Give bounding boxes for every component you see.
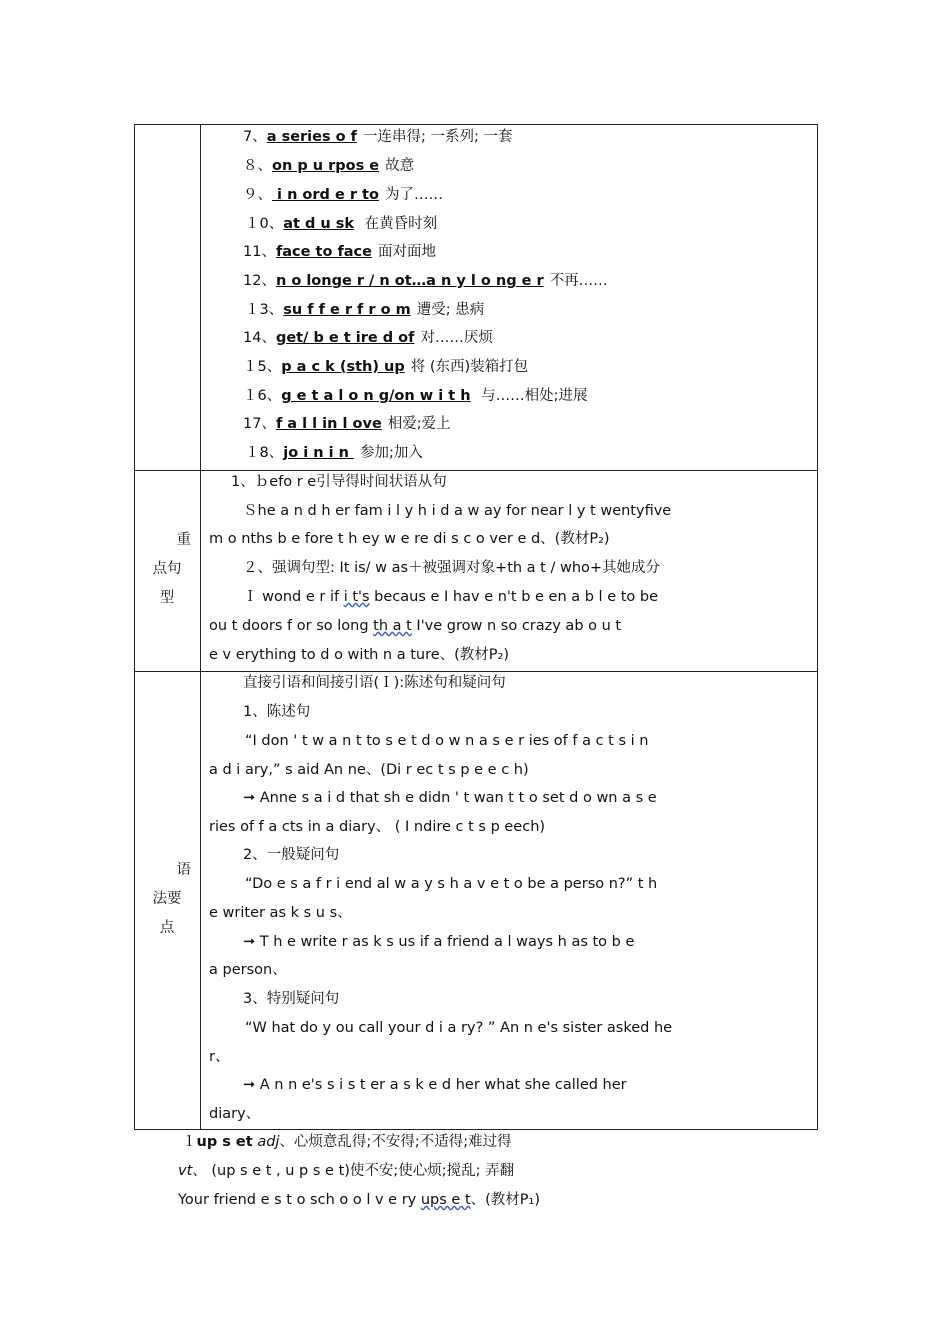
vocabulary-table	[134, 124, 818, 1130]
phrase-item: ９、 i n ord e r to 为了……	[243, 187, 443, 203]
row-divider	[135, 470, 817, 471]
example-sentence: m o nths b e fore t h ey w e re di s c o ver e d、(教材P₂)	[209, 531, 610, 547]
phrase-item: １3、su f f e r f r o m 遭受; 患病	[245, 302, 485, 318]
sentence-pattern-title: ２、强调句型: It is/ w as＋被强调对象+th a t / who+其她成分	[243, 560, 661, 576]
grammar-label: 语 法要 点	[152, 862, 191, 936]
phrase-item: 11、face to face 面对面地	[243, 244, 436, 260]
phrase-item: 17、f a l l in l ove 相爱;爱上	[243, 416, 451, 432]
example-sentence: a d i ary,” s aid An ne、(Di r ec t s p e e c h)	[209, 762, 529, 778]
vocab-entry-upset-verb: vt、 (up s e t , u p s e t)使不安;使心烦;搅乱; 弄翻	[178, 1163, 515, 1179]
example-sentence: diary、	[209, 1106, 261, 1122]
phrase-item: ８、on p u rpos e 故意	[243, 158, 415, 174]
phrase-item: 14、get/ b e t ire d of 对……厌烦	[243, 330, 493, 346]
example-sentence: r、	[209, 1049, 230, 1065]
sentence-pattern-title: 1、ｂefo r e引导得时间状语从句	[231, 474, 447, 490]
phrase-item: 7、a series o f 一连串得; 一系列; 一套	[243, 129, 513, 145]
row-divider	[135, 671, 817, 672]
vocab-entry-upset: １up s et adj、心烦意乱得;不安得;不适得;难过得	[182, 1134, 512, 1150]
example-sentence: e writer as k s u s、	[209, 905, 352, 921]
example-sentence: “Do e s a f r i end al w a y s h a v e t o be a perso n?” t h	[245, 876, 658, 892]
phrase-item: １5、p a c k (sth) up 将 (东西)装箱打包	[243, 359, 529, 375]
phrase-item: １0、at d u sk 在黄昏时刻	[245, 216, 438, 232]
phrase-item: 12、n o longe r / n ot…a n y l o ng e r 不再……	[243, 273, 608, 289]
example-sentence: Ｓhe a n d h er fam i l y h i d a w ay for near l y t wentyfive	[243, 503, 672, 519]
example-sentence: ➞ Anne s a i d that sh e didn ' t wan t t o set d o wn a s e	[243, 790, 657, 806]
grammar-section-heading: 3、特别疑问句	[243, 991, 340, 1007]
grammar-title: 直接引语和间接引语(Ｉ):陈述句和疑问句	[243, 675, 506, 691]
example-sentence: ➞ A n n e's s i s t er a s k e d her what she called her	[243, 1077, 627, 1093]
example-sentence: a person、	[209, 962, 287, 978]
example-sentence: ➞ T h e write r as k s us if a friend a l ways h as to b e	[243, 934, 635, 950]
grammar-section-heading: 2、一般疑问句	[243, 847, 340, 863]
example-sentence: Ｉ wond e r if i t's becaus e I hav e n't b e en a b l e to be	[243, 589, 659, 605]
key-sentences-label: 重 点句 型	[152, 532, 191, 606]
phrase-item: １8、jo i n i n 参加;加入	[245, 445, 423, 461]
example-sentence: Your friend e s t o sch o o l v e ry ups e t、(教材P₁)	[178, 1192, 541, 1208]
example-sentence: “I don ' t w a n t to s e t d o w n a s e r ies of f a c t s i n	[245, 733, 649, 749]
example-sentence: “W hat do y ou call your d i a ry? ” An n e's sister asked he	[245, 1020, 673, 1036]
column-divider	[200, 125, 201, 1129]
example-sentence: ou t doors f or so long th a t I've grow n so crazy ab o u t	[209, 618, 622, 634]
grammar-section-heading: 1、陈述句	[243, 704, 311, 720]
example-sentence: ries of f a cts in a diary、 ( I ndire c t s p eech)	[209, 819, 546, 835]
example-sentence: e v erything to d o with n a ture、(教材P₂)	[209, 647, 510, 663]
phrase-item: １6、g e t a l o n g/on w i t h 与……相处;进展	[243, 388, 588, 404]
